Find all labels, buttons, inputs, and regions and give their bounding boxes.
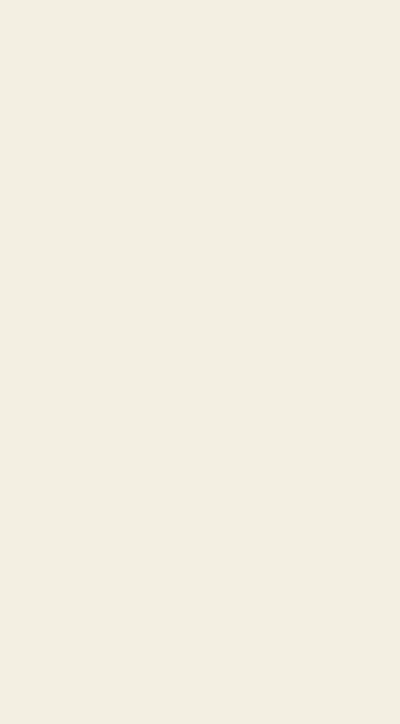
page-footer — [0, 694, 400, 714]
page-header — [0, 36, 400, 64]
